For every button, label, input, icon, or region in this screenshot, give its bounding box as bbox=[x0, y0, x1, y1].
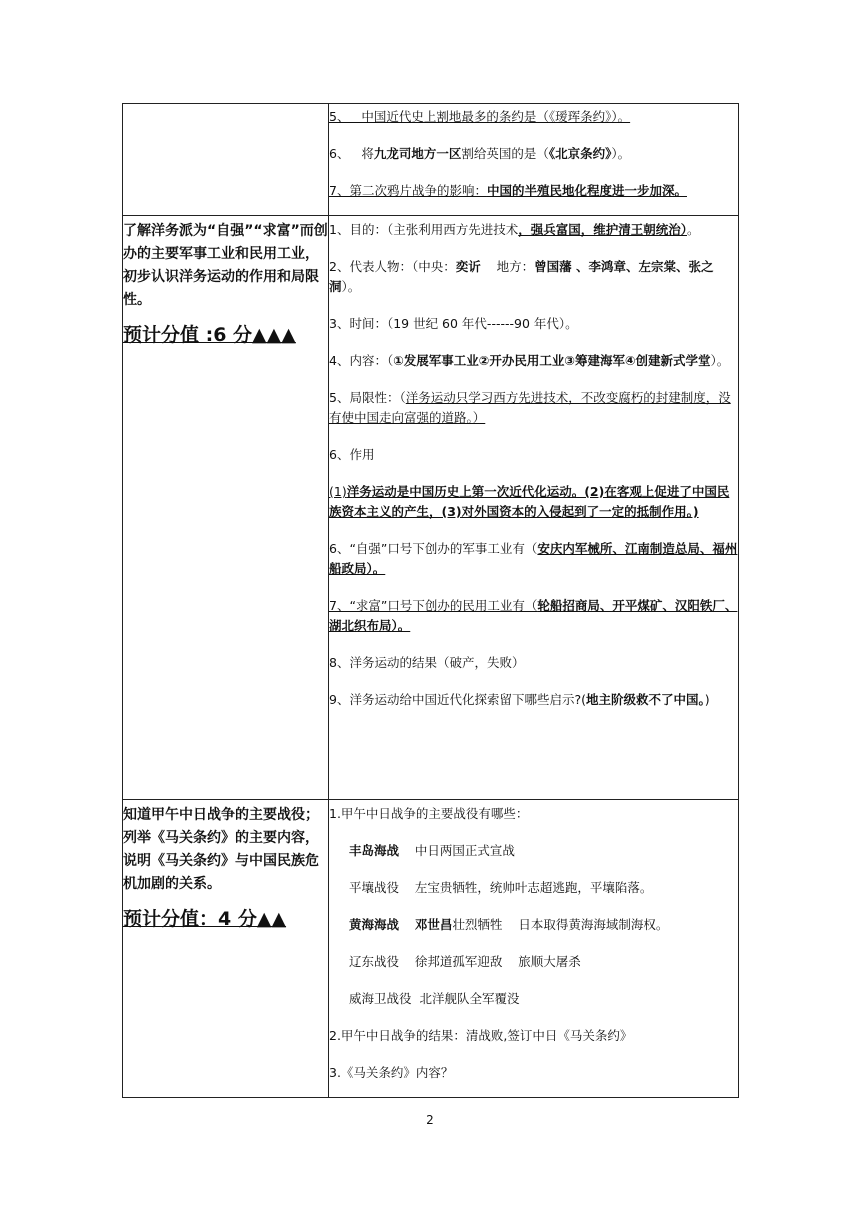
bold-text: 曾国藩 、李鸿章、左宗棠、张之洞 bbox=[329, 259, 714, 294]
text-span: 2、代表人物：（中央： bbox=[329, 259, 456, 274]
text-span: 。 bbox=[686, 222, 700, 237]
table-row bbox=[123, 104, 739, 216]
content-item bbox=[329, 653, 738, 673]
text-span: 8、洋务运动的结果（破产，失败） bbox=[329, 655, 525, 670]
content-item bbox=[329, 388, 738, 428]
bold-text: 黄海海战 bbox=[349, 917, 400, 932]
text-span: ）。 bbox=[341, 279, 361, 294]
bold-text: 《北京条约》 bbox=[548, 146, 612, 161]
text-span: 壮烈牺牲 日本取得黄海海域制海权。 bbox=[452, 917, 669, 932]
text-span: 6、 将 bbox=[329, 146, 374, 161]
content-item bbox=[329, 181, 738, 201]
content-item bbox=[329, 690, 738, 710]
text-span: 左宝贵牺牲，统帅叶志超逃跑，平壤陷落。 bbox=[399, 880, 653, 895]
content-item bbox=[329, 952, 738, 972]
content-item bbox=[329, 351, 738, 371]
content-item bbox=[329, 445, 738, 465]
learning-goal: 知道甲午中日战争的主要战役；列举《马关条约》的主要内容，说明《马关条约》与中国民族危机加剧的关系。 bbox=[123, 807, 319, 892]
text-span: 中日两国正式宣战 bbox=[399, 843, 515, 858]
text-span: ）。 bbox=[611, 146, 631, 161]
content-item bbox=[329, 804, 738, 824]
goal-cell bbox=[123, 800, 329, 1098]
study-table bbox=[122, 103, 739, 1098]
content-item bbox=[329, 314, 738, 334]
text-span: 北洋舰队全军覆没 bbox=[411, 991, 520, 1006]
content-cell bbox=[329, 216, 739, 800]
content-item bbox=[329, 539, 738, 579]
text-span: 6、作用 bbox=[329, 447, 375, 462]
bold-text: 邓世昌 bbox=[414, 917, 453, 932]
text-span: 9、洋务运动给中国近代化探索留下哪些启示?( bbox=[329, 692, 586, 707]
text-span: 平壤战役 bbox=[349, 880, 400, 895]
table-row bbox=[123, 800, 739, 1098]
text-span: 1、目的：（主张利用西方先进技术 bbox=[329, 222, 519, 237]
content-list bbox=[329, 804, 738, 1083]
text-span: 3.《马关条约》内容？ bbox=[329, 1065, 454, 1080]
table-row bbox=[123, 216, 739, 800]
content-list bbox=[329, 220, 738, 710]
content-item bbox=[329, 220, 738, 240]
content-item bbox=[329, 915, 738, 935]
bold-text: 九龙司地方一区 bbox=[373, 146, 462, 161]
text-span: 威海卫战役 bbox=[349, 991, 412, 1006]
goal-cell bbox=[123, 104, 329, 216]
score-estimate: 预计分值：4 分▲▲ bbox=[123, 908, 287, 930]
content-cell bbox=[329, 104, 739, 216]
text-span: ）。 bbox=[710, 353, 730, 368]
text-span bbox=[399, 917, 415, 932]
content-item bbox=[329, 878, 738, 898]
content-item bbox=[329, 107, 738, 127]
score-estimate: 预计分值 :6 分▲▲▲ bbox=[123, 324, 296, 346]
learning-goal: 了解洋务派为“自强”“求富”而创办的主要军事工业和民用工业，初步认识洋务运动的作用和局限性。 bbox=[123, 223, 328, 308]
content-item bbox=[329, 989, 738, 1009]
content-list bbox=[329, 107, 738, 201]
content-item bbox=[329, 144, 738, 164]
text-span: 割给英国的是（ bbox=[461, 146, 549, 161]
text-span: ) bbox=[704, 692, 710, 707]
text-span: 4、内容：（ bbox=[329, 353, 394, 368]
text-span: 辽东战役 bbox=[349, 954, 400, 969]
content-item bbox=[329, 482, 738, 522]
text-span: 1.甲午中日战争的主要战役有哪些： bbox=[329, 806, 529, 821]
bold-text: ①发展军事工业②开办民用工业③筹建海军④创建新式学堂 bbox=[393, 353, 711, 368]
content-item bbox=[329, 841, 738, 861]
text-span: 3、时间：（19 世纪 60 年代------90 年代）。 bbox=[329, 316, 578, 331]
bold-text: 奕䜣 bbox=[455, 259, 481, 274]
content-item bbox=[329, 1063, 738, 1083]
text-span: 7、“求富”口号下创办的民用工业有（ bbox=[329, 598, 538, 613]
bold-text: ，强兵富国，维护清王朝统治） bbox=[518, 222, 687, 237]
text-span: 5、 中国近代史上割地最多的条约是（《瑷珲条约》）。 bbox=[329, 109, 631, 124]
bold-text: 地主阶级救不了中国。 bbox=[585, 692, 705, 707]
bold-text: 洋务运动是中国历史上第一次近代化运动。(2)在客观上促进了中国民族资本主义的产生，(3)对外国资本的入侵起到了一定的抵制作用。) bbox=[329, 484, 730, 519]
bold-text: 轮船招商局、开平煤矿、汉阳铁厂、湖北织布局）。 bbox=[329, 598, 738, 633]
text-span: 洋务运动只学习西方先进技术，不改变腐朽的封建制度，没有使中国走向富强的道路。） bbox=[329, 390, 731, 425]
content-item bbox=[329, 257, 738, 297]
content-item bbox=[329, 1026, 738, 1046]
page-number: 2 bbox=[426, 1113, 434, 1127]
bold-text: 丰岛海战 bbox=[349, 843, 400, 858]
text-span: 徐邦道孤军迎敌 旅顺大屠杀 bbox=[399, 954, 581, 969]
text-span: 5、局限性：（ bbox=[329, 390, 406, 405]
text-span: 7、第二次鸦片战争的影响： bbox=[329, 183, 487, 198]
text-span: 地方： bbox=[480, 259, 535, 274]
text-span: (1) bbox=[329, 484, 347, 499]
bold-text: 安庆内军械所、江南制造总局、福州船政局）。 bbox=[329, 541, 738, 576]
bold-text: 中国的半殖民地化程度进一步加深。 bbox=[486, 183, 687, 198]
goal-cell bbox=[123, 216, 329, 800]
text-span: 6、“自强”口号下创办的军事工业有（ bbox=[329, 541, 538, 556]
text-span: 2.甲午中日战争的结果：清战败,签订中日《马关条约》 bbox=[329, 1028, 633, 1043]
content-cell bbox=[329, 800, 739, 1098]
content-item bbox=[329, 596, 738, 636]
